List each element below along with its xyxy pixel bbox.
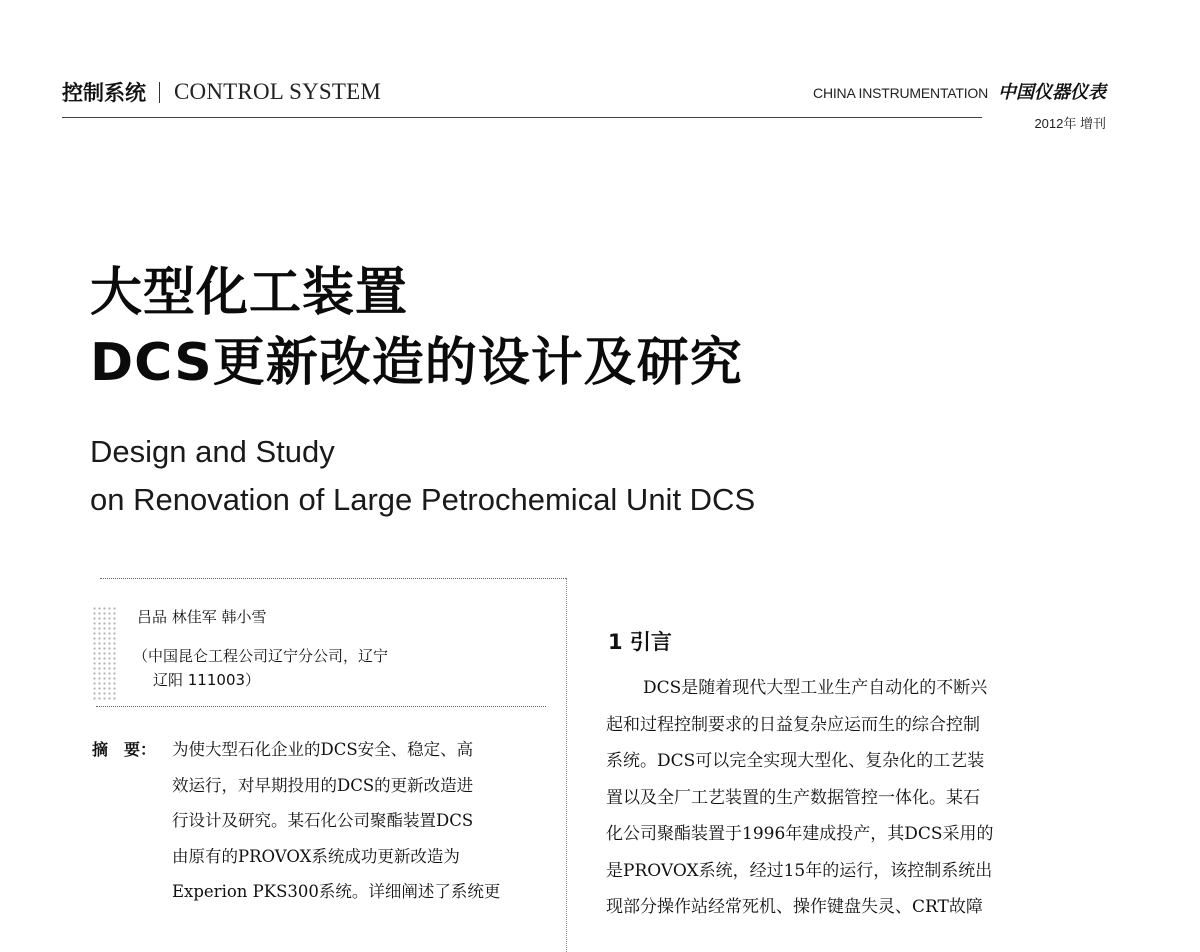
column-divider [566,578,567,952]
running-header-right [813,78,1106,104]
title-cn [90,258,743,398]
author-box-bottom-rule [96,706,546,707]
title-cn-line-2: DCS更新改造的设计及研究 [90,333,743,393]
running-header-left [62,76,381,108]
affiliation-line-2: 辽阳 111003） [153,671,261,689]
body-line: 现部分操作站经常死机、操作键盘失灵、CRT故障 [606,897,983,917]
body-line: DCS是随着现代大型工业生产自动化的不断兴 [643,678,988,698]
section-heading: 1 引言 [608,630,672,654]
body-line: 起和过程控制要求的日益复杂应运而生的综合控制 [606,714,980,735]
header-rule [62,117,982,118]
journal-logo-cn: 中国仪器仪表 [998,82,1106,103]
body-text [606,670,1106,926]
section-label-cn: 控制系统 [62,81,146,105]
body-line: 是PROVOX系统，经过15年的运行，该控制系统出 [606,860,993,881]
journal-name-en: CHINA INSTRUMENTATION [813,85,988,101]
author-box-top-rule [100,578,566,579]
abstract-label: 摘 要： [92,740,157,759]
body-line: 系统。DCS可以完全实现大型化、复杂化的工艺装 [606,751,985,771]
abstract-line: 由原有的PROVOX系统成功更新改造为 [172,846,460,866]
title-en-line-1: Design and Study [90,434,335,469]
author-names: 吕品 林佳军 韩小雪 [137,608,267,626]
body-line: 化公司聚酯装置于1996年建成投产，其DCS采用的 [606,824,994,844]
header-divider [159,82,160,103]
abstract-text [172,732,552,910]
abstract-line: 为使大型石化企业的DCS安全、稳定、高 [172,740,474,759]
abstract-line: 行设计及研究。某石化公司聚酯装置DCS [172,811,474,830]
title-en [90,428,755,524]
body-line: 置以及全厂工艺装置的生产数据管控一体化。某石 [606,787,980,808]
journal-issue: 2012年 增刊 [1034,116,1106,131]
abstract-line: Experion PKS300系统。详细阐述了系统更 [172,882,501,901]
title-en-line-2: on Renovation of Large Petrochemical Unit DCS [90,482,756,517]
section-label-en: CONTROL SYSTEM [174,79,382,104]
affiliation-line-1: （中国昆仑工程公司辽宁分公司，辽宁 [133,647,389,665]
abstract-line: 效运行，对早期投用的DCS的更新改造进 [172,775,474,795]
title-cn-line-1: 大型化工装置 [90,263,409,323]
decorative-dot-pattern [92,606,118,702]
